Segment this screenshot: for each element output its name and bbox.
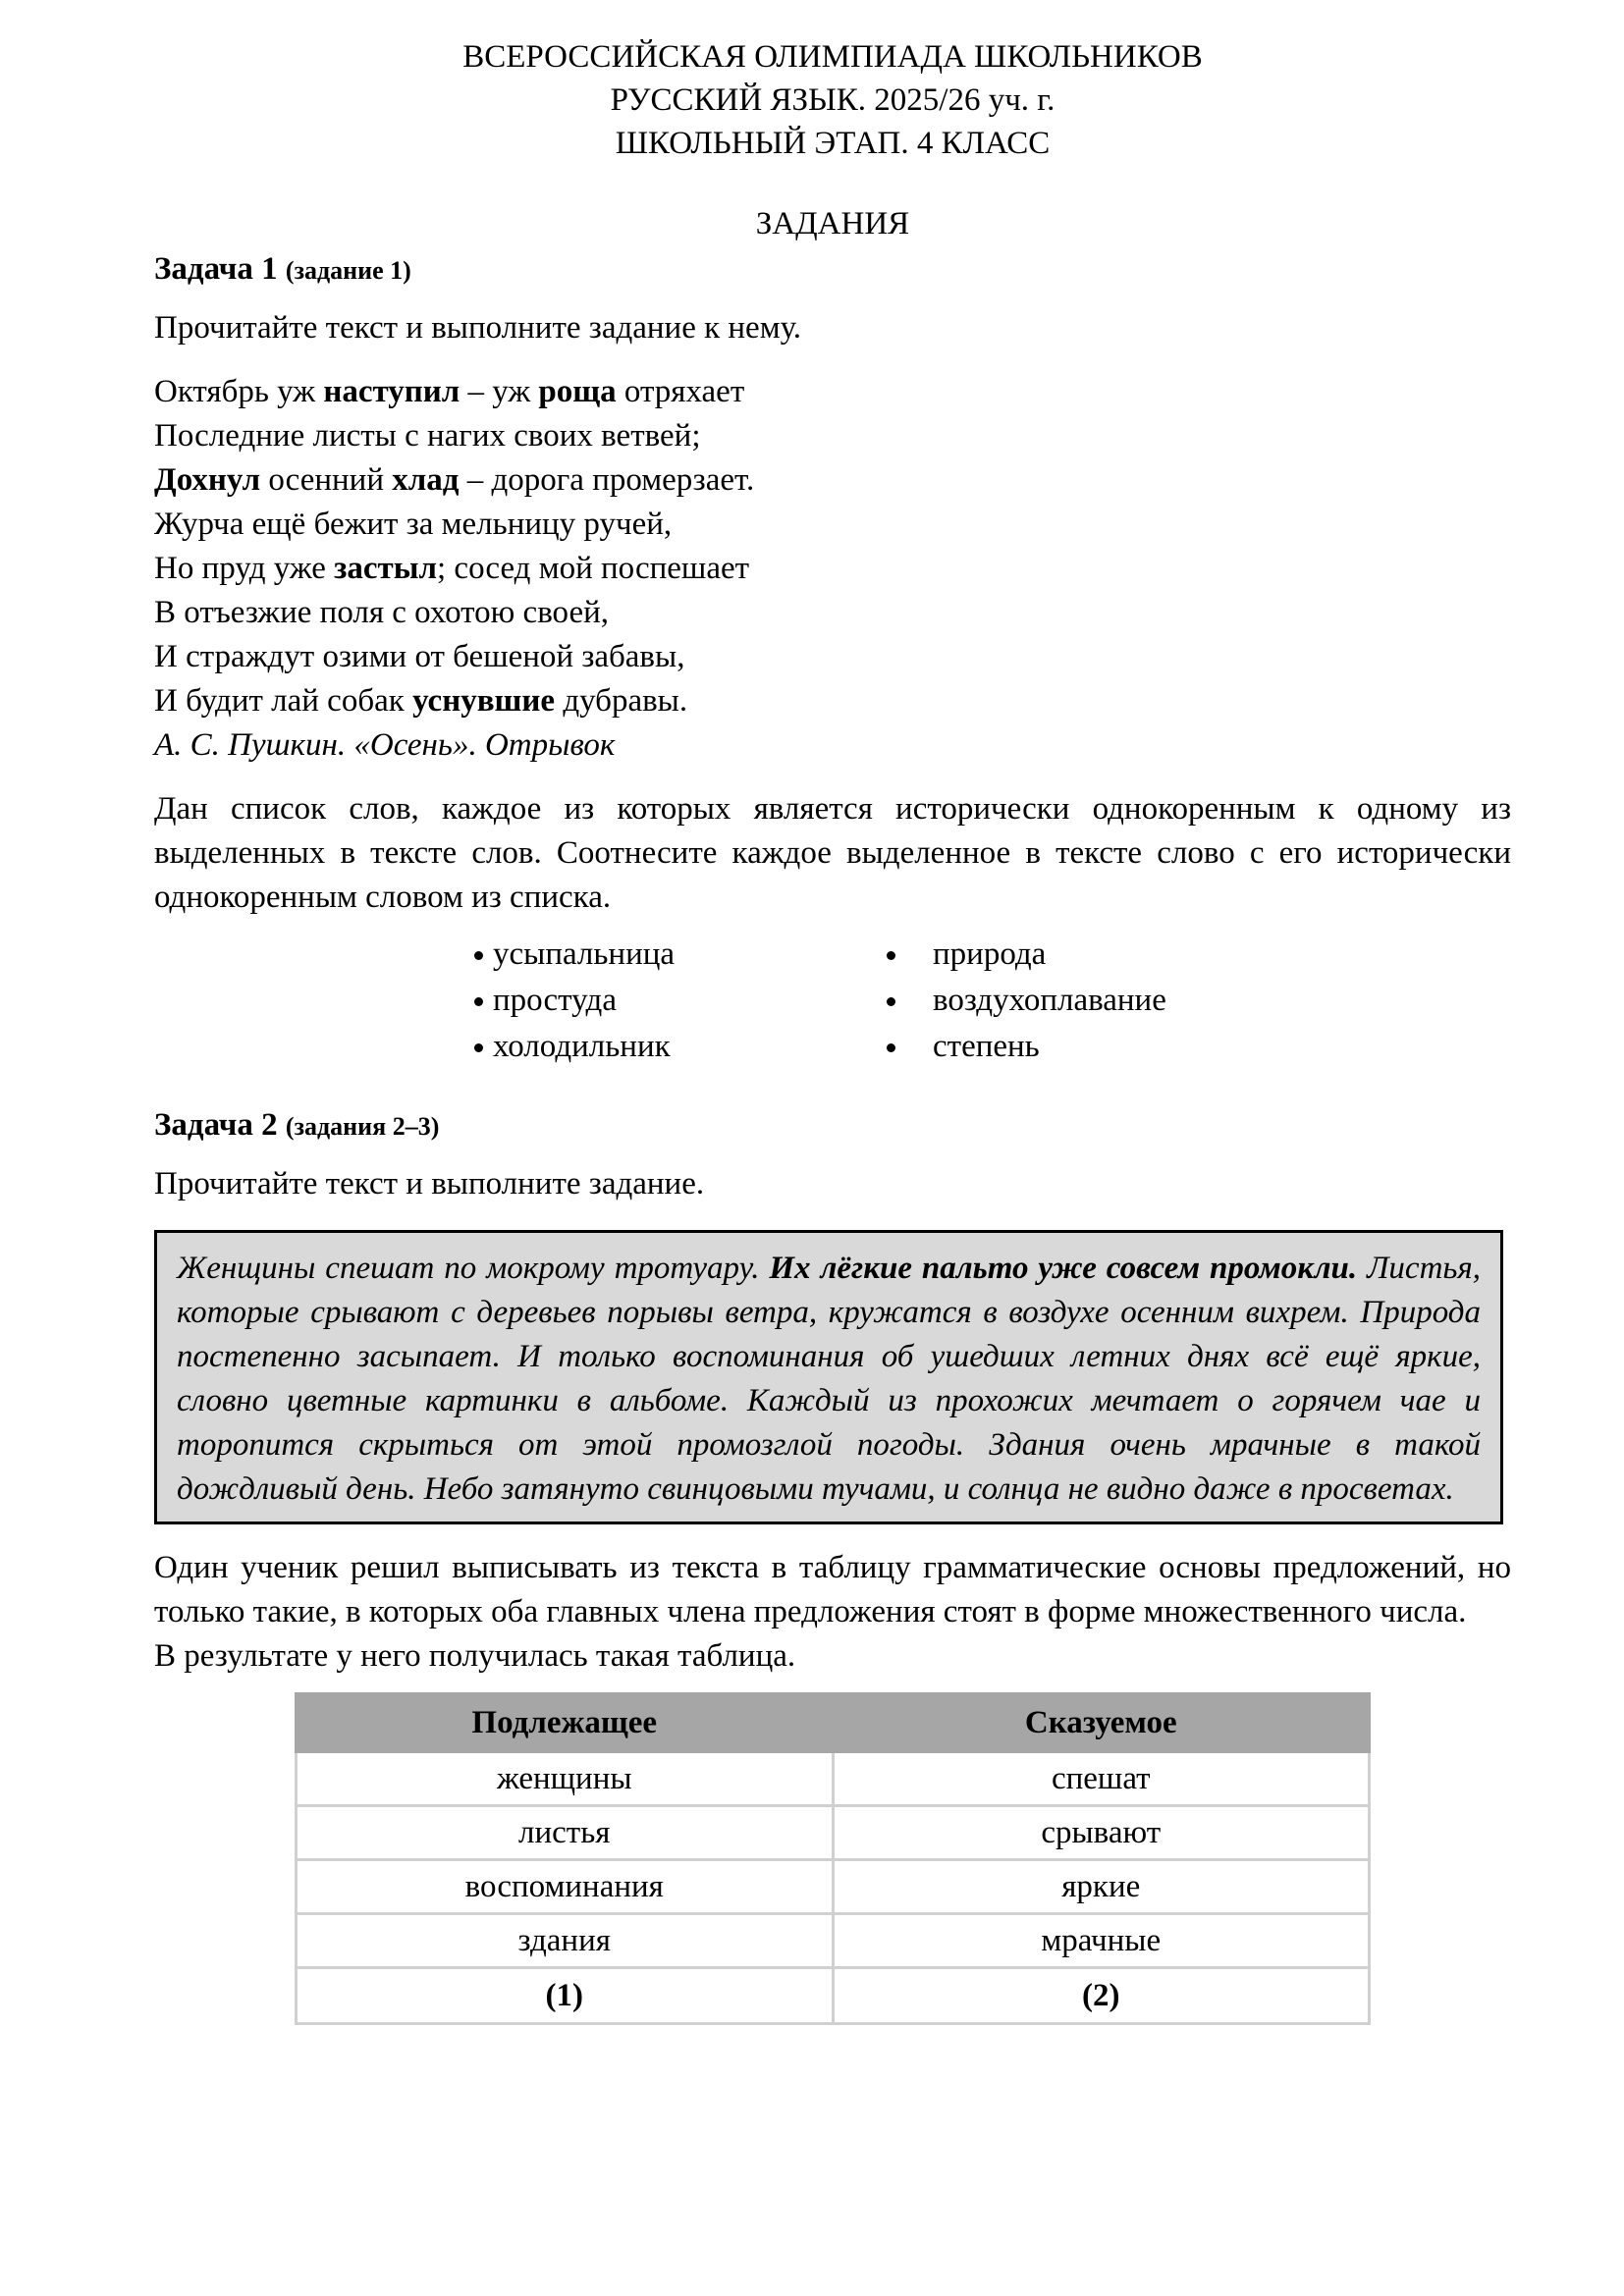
document-header <box>154 35 1511 165</box>
list-item <box>474 932 887 978</box>
poem-line-2: Последние листы с нагих своих ветвей; <box>154 418 701 454</box>
table-row <box>297 1860 1370 1914</box>
poem-text: ; сосед мой поспешает <box>437 551 750 586</box>
poem-text: дубравы. <box>555 683 688 719</box>
task2-instruction: Прочитайте текст и выполните задание. <box>154 1166 705 1201</box>
poem-text: – уж <box>460 374 539 409</box>
grammar-table-wrapper <box>295 1692 1371 2025</box>
header-line-olympiad: ВСЕРОССИЙСКАЯ ОЛИМПИАДА ШКОЛЬНИКОВ <box>462 39 1203 75</box>
poem-author: А. С. Пушкин. «Осень». Отрывок <box>154 727 616 763</box>
bullet-icon <box>887 1043 895 1052</box>
poem-line-7: И страждут озими от бешеной забавы, <box>154 639 685 674</box>
grammar-table <box>295 1692 1371 2025</box>
highlighted-word: хлад <box>392 462 460 498</box>
list-item-word: усыпальница <box>493 936 676 972</box>
bullet-icon <box>887 997 895 1006</box>
section-title: ЗАДАНИЯ <box>755 206 910 241</box>
table-row-answer <box>297 1968 1370 2024</box>
bullet-icon <box>887 951 895 960</box>
box-text: Листья, которые срывают с деревьев порывы ветра, кружатся в воздухе осенним вихрем. Природа постепенно засыпает. И только воспоминания об ушедших летних днях всё ещё яркие, словно цветные картинки в альбоме. Каждый из прохожих мечтает о горячем чае и торопится скрыться от этой промозглой погоды. Здания очень мрачные в такой дождливый день. Небо затянуто свинцовыми тучами, и солнца не видно даже в просветах. <box>177 1251 1482 1507</box>
list-item-word: природа <box>933 936 1047 972</box>
poem-line-3 <box>154 458 1511 503</box>
list-item <box>887 978 1240 1024</box>
poem-line-6: В отъезжие поля с охотою своей, <box>154 595 610 630</box>
list-item <box>887 932 1240 978</box>
header-line-stage: ШКОЛЬНЫЙ ЭТАП. 4 КЛАСС <box>615 126 1051 161</box>
list-item <box>887 1024 1240 1070</box>
table-row <box>297 1752 1370 1806</box>
poem-line-8 <box>154 679 1511 723</box>
table-cell: женщины <box>297 1752 834 1806</box>
poem-line-4: Журча ещё бежит за мельницу ручей, <box>154 507 673 542</box>
task1-note: (задание 1) <box>285 256 411 285</box>
task1-heading <box>154 247 1511 293</box>
highlighted-word: застыл <box>334 551 438 586</box>
table-cell: яркие <box>833 1860 1370 1914</box>
poem-text: Октябрь уж <box>154 374 324 409</box>
task2-description: Один ученик решил выписывать из текста в таблицу грамматические основы предложений, но только такие, в которых оба главных члена предложения стоят в форме множественного числа. <box>154 1550 1511 1629</box>
poem-line-1 <box>154 370 1511 414</box>
table-cell: мрачные <box>833 1914 1370 1968</box>
table-row <box>297 1914 1370 1968</box>
table-row <box>297 1806 1370 1860</box>
table-cell: спешат <box>833 1752 1370 1806</box>
list-item-word: степень <box>933 1029 1040 1064</box>
box-text-bold-sentence: Их лёгкие пальто уже совсем промокли. <box>769 1251 1358 1286</box>
word-list-column-1 <box>474 932 887 1070</box>
task2-title: Задача 2 <box>154 1107 278 1143</box>
task1-question: Дан список слов, каждое из которых является исторически однокоренным к одному из выделенных в тексте слов. Соотнесите каждое выделенное в тексте слово с его исторически однокоренным словом из списка. <box>154 791 1511 915</box>
task1-instruction: Прочитайте текст и выполните задание к нему. <box>154 310 802 346</box>
list-item <box>474 1024 887 1070</box>
highlighted-word: уснувшие <box>412 683 556 719</box>
bullet-icon <box>474 1043 483 1052</box>
task2-heading <box>154 1103 1511 1148</box>
table-cell: здания <box>297 1914 834 1968</box>
table-cell: воспоминания <box>297 1860 834 1914</box>
column-header-predicate: Сказуемое <box>833 1694 1370 1752</box>
poem-text: Но пруд уже <box>154 551 335 586</box>
table-header-row <box>297 1694 1370 1752</box>
task2-note: (задания 2–3) <box>285 1112 440 1141</box>
header-line-subject: РУССКИЙ ЯЗЫК. 2025/26 уч. г. <box>610 82 1056 118</box>
list-item-word: воздухоплавание <box>933 983 1166 1018</box>
column-header-subject: Подлежащее <box>297 1694 834 1752</box>
word-list <box>474 932 1511 1070</box>
reading-text-box <box>154 1230 1503 1524</box>
list-item-word: простуда <box>493 983 617 1018</box>
page-content <box>154 35 1511 2025</box>
answer-cell-2: (2) <box>833 1968 1370 2024</box>
box-text: Женщины спешат по мокрому тротуару. <box>177 1251 770 1286</box>
poem-text: – дорога промерзает. <box>459 462 755 498</box>
list-item <box>474 978 887 1024</box>
list-item-word: холодильник <box>493 1029 671 1064</box>
task2-result-line: В результате у него получилась такая таблица. <box>154 1638 796 1674</box>
table-cell: листья <box>297 1806 834 1860</box>
highlighted-word: роща <box>538 374 617 409</box>
word-list-column-2 <box>887 932 1240 1070</box>
bullet-icon <box>474 951 483 960</box>
poem-text: осенний <box>260 462 393 498</box>
highlighted-word: Дохнул <box>154 462 261 498</box>
answer-cell-1: (1) <box>297 1968 834 2024</box>
poem-text: отряхает <box>616 374 745 409</box>
poem-text: И будит лай собак <box>154 683 413 719</box>
poem-line-5 <box>154 547 1511 591</box>
bullet-icon <box>474 997 483 1006</box>
table-cell: срывают <box>833 1806 1370 1860</box>
task1-title: Задача 1 <box>154 251 278 287</box>
poem <box>154 370 1511 768</box>
highlighted-word: наступил <box>323 374 460 409</box>
